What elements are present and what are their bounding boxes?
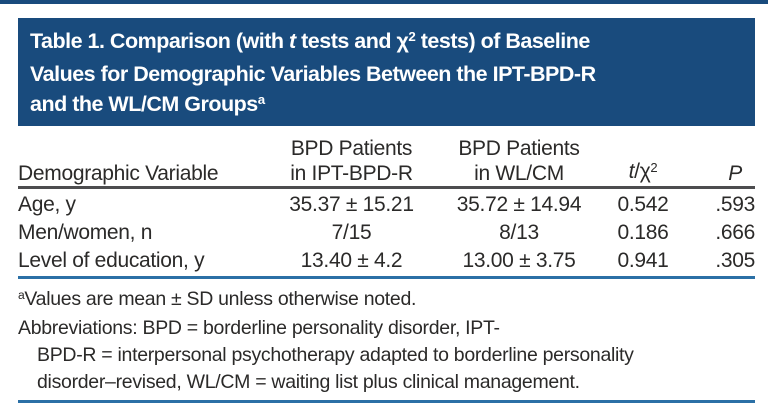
cell-statistic: 0.941 [617,249,669,272]
cell-statistic: 0.186 [617,221,669,244]
header-text: BPD Patients [458,137,580,160]
table-row-education [18,247,755,275]
column-header-bpd-wl-cm [430,136,608,186]
column-header-t-chi-squared [608,159,678,186]
title-text: and the WL/CM Groups [30,92,258,116]
title-line-2: Values for Demographic Variables Between the IPT-BPD-R [30,62,596,86]
cell-p-value: .666 [715,221,755,244]
cell-variable: Men/women, n [18,221,153,244]
cell-wl-value: 35.72 ± 14.94 [456,193,582,216]
title-line-1 [30,26,743,59]
page-top-bar [0,0,768,4]
table-body [18,189,755,276]
cell-ipt-value: 13.40 ± 4.2 [300,249,403,272]
table-title-banner [18,18,755,126]
cell-p-value: .305 [715,249,755,272]
cell-statistic: 0.542 [617,193,669,216]
table-1-figure [18,18,755,403]
table-header-row [18,126,755,186]
footnote-abbreviations-line-3: disorder–revised, WL/CM = waiting list plus clinical management. [37,371,580,393]
table-row-men-women [18,219,755,247]
header-text: in IPT-BPD-R [290,162,413,185]
cell-variable: Level of education, y [18,249,205,272]
footnote-abbreviations-line-1: Abbreviations: BPD = borderline personality disorder, IPT- [18,317,500,339]
title-line-3 [30,89,743,122]
header-italic-p: P [728,162,742,185]
chi-squared-superscript: 2 [408,28,416,44]
chi-squared-superscript: 2 [650,159,658,175]
cell-variable: Age, y [18,193,76,216]
cell-wl-value: 13.00 ± 3.75 [462,249,576,272]
title-text: tests) of Baseline [415,29,590,53]
footnote-abbreviations-line-2: BPD-R = interpersonal psychotherapy adapted to borderline personality [37,344,634,366]
header-text: /χ [634,160,651,183]
column-header-bpd-ipt-bpd-r [273,136,430,186]
cell-ipt-value: 7/15 [331,221,372,244]
column-header-p-value [678,161,755,186]
header-italic-t: t [628,160,635,183]
footnote-text: Values are mean ± SD unless otherwise noted. [24,288,417,310]
title-italic-t: t [288,29,296,53]
footnote-marker-a: a [257,91,265,107]
cell-wl-value: 8/13 [499,221,539,244]
figure-bottom-rule [18,400,755,403]
table-bottom-rule [18,276,755,279]
table-row-age [18,191,755,219]
header-text: in WL/CM [474,162,564,185]
title-text: Table 1. Comparison (with [30,29,289,53]
header-text: BPD Patients [290,137,413,160]
column-header-demographic-variable: Demographic Variable [18,162,219,185]
footnote-values-note [18,286,755,315]
cell-p-value: .593 [715,193,755,216]
footnote-marker-a: a [18,287,25,302]
title-text: tests and χ [295,29,409,53]
cell-ipt-value: 35.37 ± 15.21 [289,193,414,216]
footnotes-section [18,286,755,396]
